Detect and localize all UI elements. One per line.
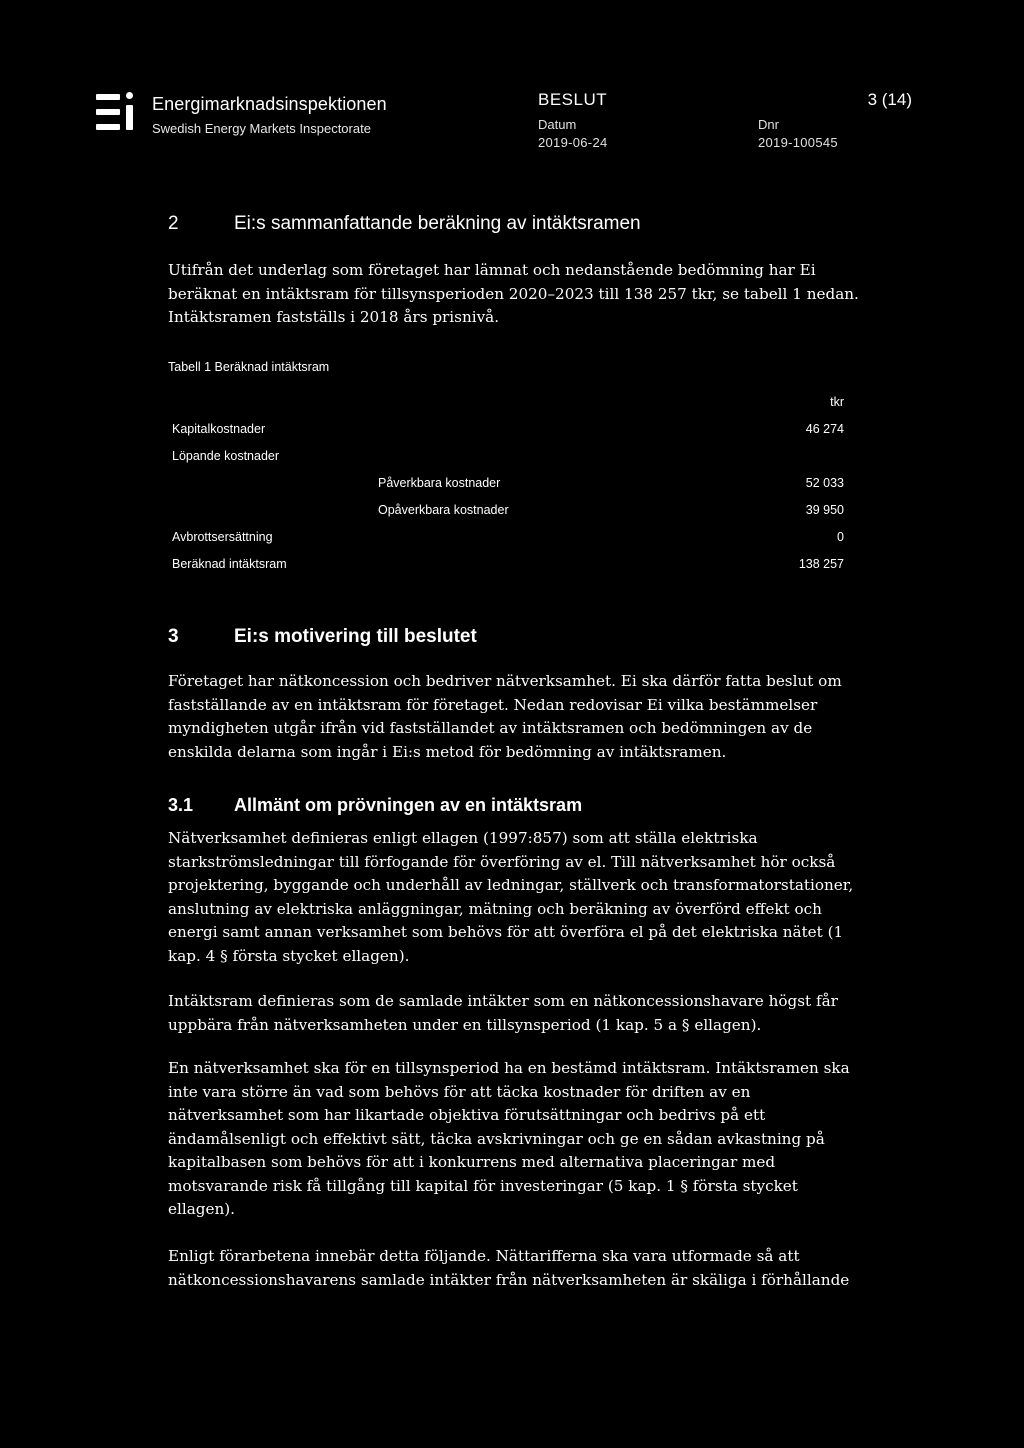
section-3-1-title: Allmänt om prövningen av en intäktsram xyxy=(234,795,583,815)
section-3-title: Ei:s motivering till beslutet xyxy=(234,626,477,647)
page-number: 3 (14) xyxy=(867,90,912,109)
table-row-label: Kapitalkostnader xyxy=(172,422,266,436)
date-value: 2019-06-24 xyxy=(538,135,608,150)
table-row-value: 46 274 xyxy=(805,422,844,436)
section-3-number: 3 xyxy=(168,626,179,647)
table-row-label: Påverkbara kostnader xyxy=(378,476,501,490)
date-label: Datum xyxy=(538,117,577,132)
table-total-label: Beräknad intäktsram xyxy=(172,557,287,571)
table-row-label: Opåverkbara kostnader xyxy=(378,503,509,517)
section-3-1-number: 3.1 xyxy=(168,795,194,815)
org-subtitle: Swedish Energy Markets Inspectorate xyxy=(152,121,371,136)
table-row-value: 39 950 xyxy=(805,503,844,517)
table-row-value: 0 xyxy=(837,530,844,544)
section-2-number: 2 xyxy=(168,213,179,234)
section-3-paragraph: Företaget har nätkoncession och bedriver nätverksamhet. Ei ska därför fatta beslut om fastställande av en intäktsram för företaget. Nedan redovisar Ei vilka bestämmelser myndigheten utgår ifrån vid fastställandet av intäktsramen och bedömningen av de enskilda delarna som ingår i Ei:s metod för bedömning av intäktsramen. xyxy=(168,672,842,761)
section-2-paragraph: Utifrån det underlag som företaget har lämnat och nedanstående bedömning har Ei beräknat en intäktsram för tillsynsperioden 2020–2023 till 138 257 tkr, se tabell 1 nedan. Intäktsramen fastställs i 2018 års prisnivå. xyxy=(168,261,859,326)
table-row-label: Löpande kostnader xyxy=(172,449,280,463)
table-row-value: 52 033 xyxy=(805,476,844,490)
ei-logo xyxy=(96,92,136,132)
section-3-1-paragraph: Nätverksamhet definieras enligt ellagen (1997:857) som att ställa elektriska starkströmsledningar till förfogande för överföring av el. Till nätverksamhet hör också projektering, byggande och underhåll av ledningar, ställverk och transformatorstationer, anslutning av elektriska anläggningar, mätning och beräkning av överförd effekt och energi samt annan verksamhet som behövs för att överföra el på det elektriska nätet (1 kap. 4 § första stycket ellagen). xyxy=(168,829,854,965)
section-2-title: Ei:s sammanfattande beräkning av intäktsramen xyxy=(234,213,641,234)
section-3-1-paragraph: Enligt förarbetena innebär detta följande. Nättarifferna ska vara utformade så att nätkoncessionshavarens samlade intäkter från nätverksamheten är skäliga i förhållande xyxy=(168,1247,850,1289)
table-total-value: 138 257 xyxy=(798,557,844,571)
table-caption: Tabell 1 Beräknad intäktsram xyxy=(168,360,330,374)
org-name: Energimarknadsinspektionen xyxy=(152,94,387,114)
section-3-1-paragraph: En nätverksamhet ska för en tillsynsperiod ha en bestämd intäktsram. Intäktsramen ska inte vara större än vad som behövs för att täcka kostnader för driften av en nätverksamhet som har likartade objektiva förutsättningar och bedrivs på ett ändamålsenligt och effektivt sätt, täcka avskrivningar och ge en sådan avkastning på kapitalbasen som behövs för att i konkurrens med alternativa placeringar med motsvarande risk få tillgång till kapital för investeringar (5 kap. 1 § första stycket ellagen). xyxy=(168,1059,850,1218)
dnr-label: Dnr xyxy=(758,117,779,132)
document-type: BESLUT xyxy=(538,90,608,109)
dnr-value: 2019-100545 xyxy=(758,135,838,150)
section-3-1-paragraph: Intäktsram definieras som de samlade intäkter som en nätkoncessionshavare högst får uppbära från nätverksamheten under en tillsynsperiod (1 kap. 5 a § ellagen). xyxy=(168,992,838,1034)
table-row-label: Avbrottsersättning xyxy=(172,530,273,544)
table-unit: tkr xyxy=(830,395,844,409)
